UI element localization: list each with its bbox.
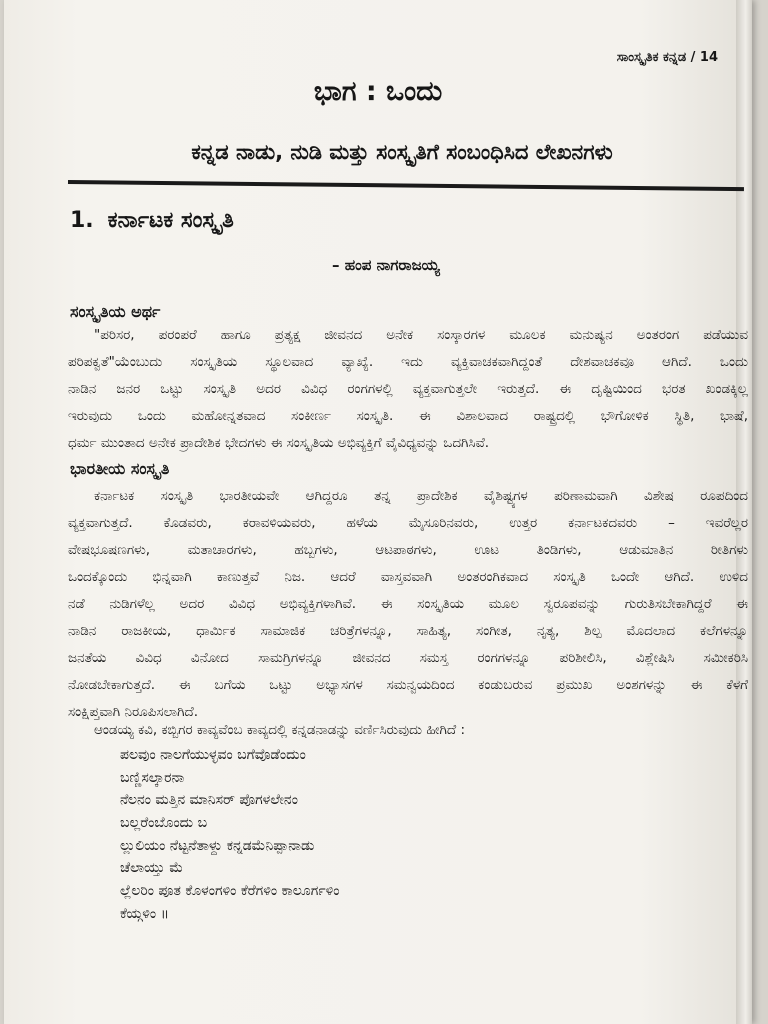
book-page — [4, 0, 752, 1024]
part-title: ಭಾಗ : ಒಂದು — [313, 76, 443, 107]
paragraph-line: "ಪರಿಸರ, ಪರಂಪರೆ ಹಾಗೂ ಪ್ರತ್ಯಕ್ಷ ಜೀವನದ ಅನೇಕ ಸಂಸ್ಕಾರಗಳ ಮೂಲಕ ಮನುಷ್ಯನ ಅಂತರಂಗ ಪಡೆಯುವ — [94, 327, 748, 343]
paragraph-indian-culture — [68, 483, 748, 726]
poem-intro-line: ಆಂಡಯ್ಯ ಕವಿ, ಕಬ್ಬಿಗರ ಕಾವ್ಯವೆಂಬ ಕಾವ್ಯದಲ್ಲಿ ಕನ್ನಡನಾಡನ್ನು ವರ್ಣಿಸಿರುವುದು ಹೀಗಿದೆ : — [94, 722, 466, 738]
paragraph-line: ಜನತೆಯ ವಿವಿಧ ವಿನೋದ ಸಾಮಗ್ರಿಗಳನ್ನೂ ಜೀವನದ ಸಮಸ್ತ ರಂಗಗಳನ್ನೂ ಪರಿಶೀಲಿಸಿ, ವಿಶ್ಲೇಷಿಸಿ ಸಮೀಕರಿಸಿ — [68, 650, 748, 666]
poem-line: ಚೆಲಾಯ್ತು ಮೆ — [120, 860, 184, 877]
poem-line: ಬಣ್ಣಿಸಲ್ಕಾರನಾ — [120, 769, 185, 786]
paragraph-line: ಕರ್ನಾಟಕ ಸಂಸ್ಕೃತಿ ಭಾರತೀಯವೇ ಆಗಿದ್ದರೂ ತನ್ನ ಪ್ರಾದೇಶಿಕ ವೈಶಿಷ್ಟ್ಯಗಳ ಪರಿಣಾಮವಾಗಿ ವಿಶೇಷ ರೂಪದಿಂದ — [94, 488, 748, 504]
paragraph-line: ಧರ್ಮ ಮುಂತಾದ ಅನೇಕ ಪ್ರಾದೇಶಿಕ ಭೇದಗಳು ಈ ಸಂಸ್ಕೃತಿಯ ಅಭಿವ್ಯಕ್ತಿಗೆ ವೈವಿಧ್ಯವನ್ನು ಒದಗಿಸಿವೆ. — [68, 435, 490, 451]
poem-block — [120, 744, 339, 926]
paragraph-line: ವೇಷಭೂಷಣಗಳು, ಮತಾಚಾರಗಳು, ಹಬ್ಬಗಳು, ಆಟಪಾಠಗಳು, ಊಟ ತಿಂಡಿಗಳು, ಆಡುಮಾತಿನ ರೀತಿಗಳು — [68, 542, 748, 558]
chapter-title: ಕರ್ನಾಟಕ ಸಂಸ್ಕೃತಿ — [107, 208, 234, 233]
poem-line: ಕೆಯ್ಗಳಿಂ ॥ — [120, 905, 170, 922]
paragraph-line: ಪರಿಪಕ್ವತೆ"ಯೆಂಬುದು ಸಂಸ್ಕೃತಿಯ ಸ್ಥೂಲವಾದ ವ್ಯಾಖ್ಯೆ. ಇದು ವ್ಯಕ್ತಿವಾಚಕವಾಗಿದ್ದಂತೆ ದೇಶವಾಚಕವೂ ಆಗಿದೆ. ಒಂದು — [68, 354, 748, 370]
paragraph-line: ಒಂದಕ್ಕೊಂದು ಭಿನ್ನವಾಗಿ ಕಾಣುತ್ತವೆ ನಿಜ. ಆದರೆ ವಾಸ್ತವವಾಗಿ ಅಂತರಂಗಿಕವಾದ ಸಂಸ್ಕೃತಿ ಒಂದೇ ಆಗಿದೆ. ಉಳಿದ — [68, 569, 748, 585]
paragraph-line: ನಾಡಿನ ಜನರ ಒಟ್ಟು ಸಂಸ್ಕೃತಿ ಅದರ ವಿವಿಧ ರಂಗಗಳಲ್ಲಿ ವ್ಯಕ್ತವಾಗುತ್ತಲೇ ಇರುತ್ತದೆ. ಈ ದೃಷ್ಟಿಯಿಂದ ಭರತ ಖಂಡಕ್ಕಿಲ್ಲ — [68, 381, 748, 397]
poem-line: ಲ್ಲೆಲರಿಂ ಪೂತ ಕೊಳಂಗಳಿಂ ಕೆರೆಗಳಿಂ ಕಾಲೂರ್ಗಳಿಂ — [120, 883, 340, 900]
paragraph-line: ನಡೆ ನುಡಿಗಳೆಲ್ಲ ಅದರ ವಿವಿಧ ಅಭಿವ್ಯಕ್ತಿಗಳಾಗಿವೆ. ಈ ಸಂಸ್ಕೃತಿಯ ಮೂಲ ಸ್ವರೂಪವನ್ನು ಗುರುತಿಸಬೇಕಾಗಿದ್ದರೆ ಈ — [68, 596, 748, 612]
paragraph-line: ಇರುವುದು ಒಂದು ಮಹೋನ್ನತವಾದ ಸಂಕೀರ್ಣ ಸಂಸ್ಕೃತಿ. ಈ ವಿಶಾಲವಾದ ರಾಷ್ಟ್ರದಲ್ಲಿ ಭೌಗೋಳಿಕ ಸ್ಥಿತಿ, ಭಾಷೆ, — [68, 408, 748, 424]
poem-line: ನೆಲನಂ ಮತ್ತಿನ ಮಾನಿಸರ್ ಪೊಗಳಲೇನಂ — [120, 792, 298, 809]
chapter-heading — [70, 208, 234, 233]
chapter-number: 1. — [70, 208, 94, 233]
paragraph-meaning — [68, 322, 748, 457]
poem-line: ಪಲವುಂ ನಾಲಗೆಯುಳ್ಳವಂ ಬಗೆವೊಡೆಂದುಂ — [120, 747, 306, 763]
running-header: ಸಾಂಸ್ಕೃತಿಕ ಕನ್ನಡ / 14 — [616, 50, 718, 65]
title-rule — [68, 180, 744, 191]
paragraph-line: ನೋಡಬೇಕಾಗುತ್ತದೆ. ಈ ಬಗೆಯ ಒಟ್ಟು ಅಭ್ಯಾಸಗಳ ಸಮನ್ವಯದಿಂದ ಕಂಡುಬರುವ ಪ್ರಮುಖ ಅಂಶಗಳನ್ನು ಈ ಕೆಳಗೆ — [68, 677, 748, 693]
poem-intro — [68, 717, 748, 744]
poem-line: ಬಲ್ಲರೆಂಬೊಂದು ಬ — [120, 815, 208, 832]
paragraph-line: ವ್ಯಕ್ತವಾಗುತ್ತದೆ. ಕೊಡವರು, ಕರಾವಳಿಯವರು, ಹಳೆಯ ಮೈಸೂರಿನವರು, ಉತ್ತರ ಕರ್ನಾಟಕದವರು – ಇವರೆಲ್ಲರ — [68, 515, 748, 531]
section-heading-meaning: ಸಂಸ್ಕೃತಿಯ ಅರ್ಥ — [70, 302, 161, 321]
poem-line: ಲ್ಲುಲಿಯಂ ನೆಟ್ಟನೆತಾಳ್ದು ಕನ್ನಡಮೆನಿಪ್ಪಾನಾಡು — [120, 837, 315, 854]
part-subtitle: ಕನ್ನಡ ನಾಡು, ನುಡಿ ಮತ್ತು ಸಂಸ್ಕೃತಿಗೆ ಸಂಬಂಧಿಸಿದ ಲೇಖನಗಳು — [191, 140, 613, 164]
paragraph-line: ಸಂಕ್ಷಿಪ್ತವಾಗಿ ನಿರೂಪಿಸಲಾಗಿದೆ. — [68, 704, 199, 720]
paragraph-line: ನಾಡಿನ ರಾಜಕೀಯ, ಧಾರ್ಮಿಕ ಸಾಮಾಜಿಕ ಚರಿತ್ರೆಗಳನ್ನೂ, ಸಾಹಿತ್ಯ, ಸಂಗೀತ, ನೃತ್ಯ, ಶಿಲ್ಪ ಮೊದಲಾದ ಕಲೆಗಳನ್ನೂ — [68, 623, 748, 639]
section-heading-indian-culture: ಭಾರತೀಯ ಸಂಸ್ಕೃತಿ — [70, 459, 170, 478]
chapter-author: – ಹಂಪ ನಾಗರಾಜಯ್ಯ — [332, 256, 440, 274]
